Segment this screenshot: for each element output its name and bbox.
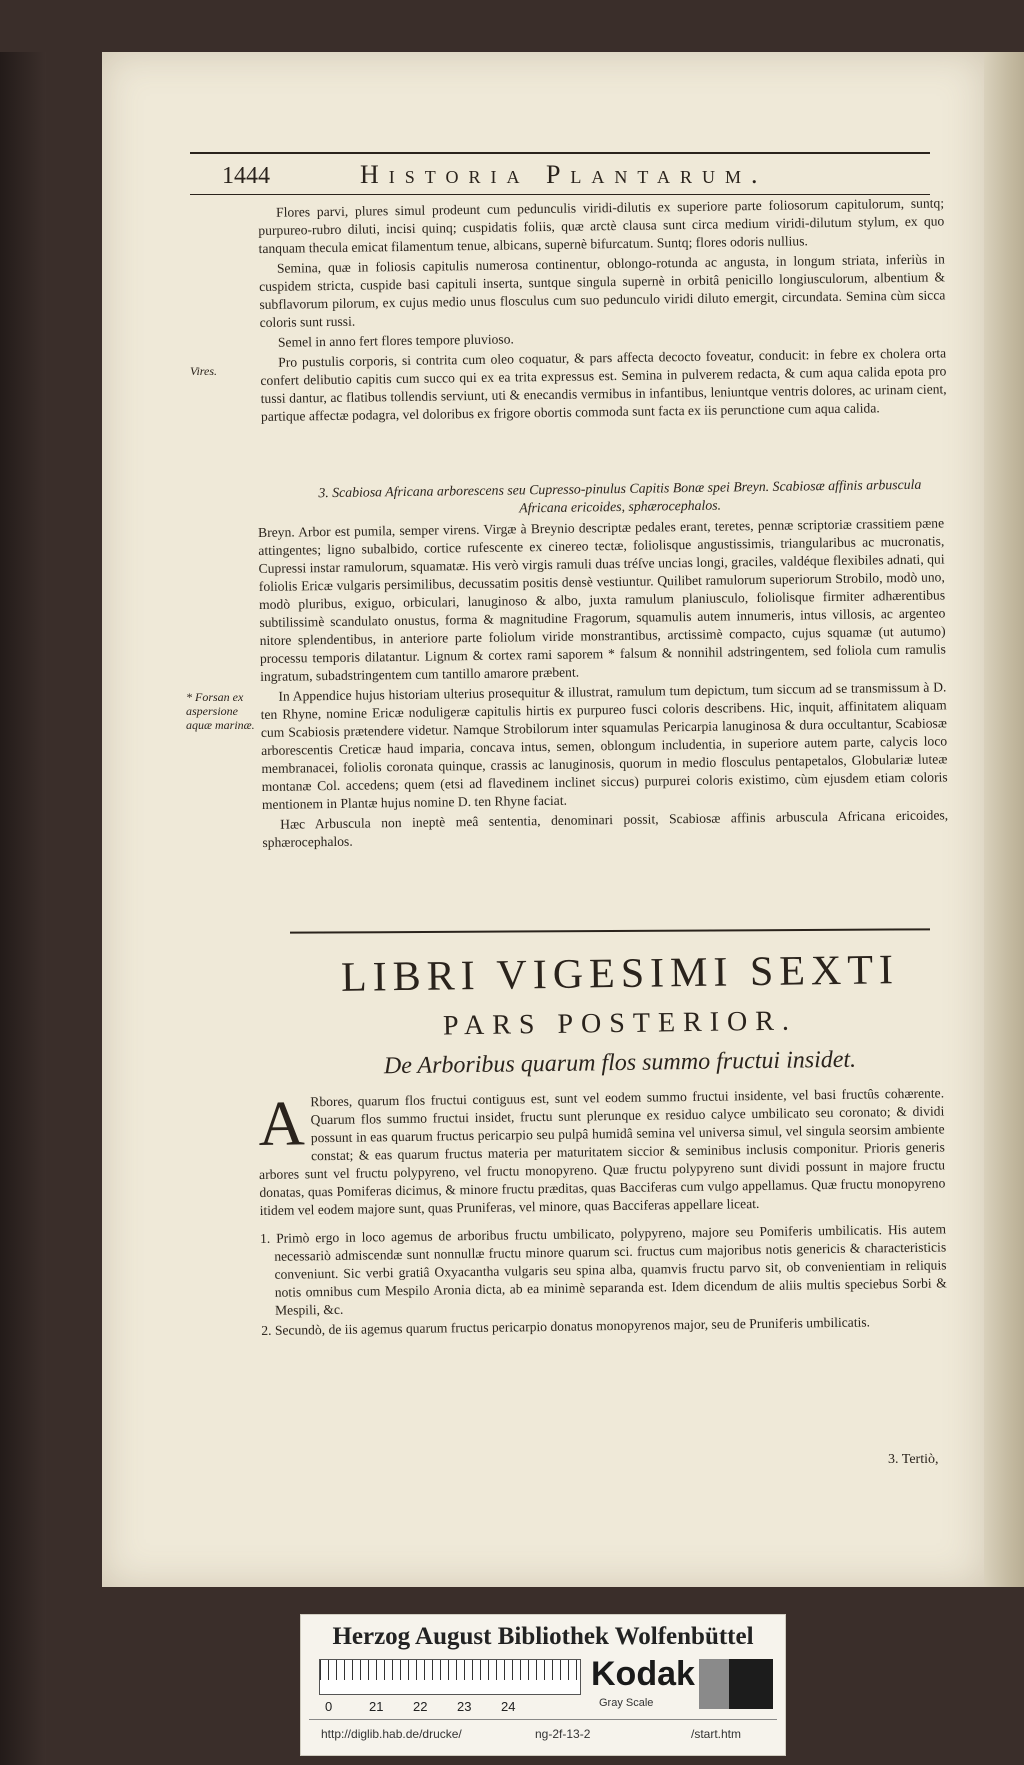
list-item: 2. Secundò, de iis agemus quarum fructus pericarpio donatus monopyrenos major, seu de Pruniferis umbilicatis. (261, 1314, 871, 1338)
scan-background-left (0, 0, 46, 1765)
section-heading: De Arboribus quarum flos summo fructui insidet. (383, 1046, 857, 1080)
url-right: /start.htm (691, 1727, 742, 1741)
book-title: LIBRI VIGESIMI SEXTI (340, 947, 900, 1001)
ruler-number: 0 (325, 1699, 333, 1714)
margin-note-forsan: * Forsan ex aspersione aquæ marinæ. (186, 690, 255, 732)
drop-cap: A (257, 1087, 306, 1159)
gray-scale-label: Gray Scale (599, 1697, 654, 1709)
ruler-numbers (325, 1699, 585, 1714)
kodak-logo: Kodak (591, 1655, 695, 1693)
paragraph: Hæc Arbuscula non ineptè meâ sententia, denominari possit, Scabiosæ affinis arbuscula Africana ericoides, sphærocephalos. (262, 807, 949, 850)
url-middle: ng-2f-13-2 (535, 1727, 591, 1741)
header-rule-top (190, 152, 930, 154)
paragraph: Semina, quæ in foliosis capitulis numerosa continentur, oblongo-rotunda ac angusta, in longum striata, inferiùs in cuspidem stricta, cuspide basi capituli inserta, suntque singula supernè in orbitâ penicillo longiusculorum, albentium & subflavorum pilorum, ex cujus medio unus flosculus cum suo pedunculo viridi diluto emergit, circundata. Semina cùm sicca coloris sunt russi. (259, 251, 946, 330)
calibration-target (300, 1614, 786, 1756)
catchword: 3. Tertiò, (888, 1452, 939, 1467)
ruler-number: 23 (457, 1699, 472, 1714)
text-block-section (258, 1084, 947, 1342)
text-block-top (258, 194, 947, 428)
intro-text: Rbores, quarum flos fructui contiguus est, sunt vel eodem summo fructui insidente, vel basi fructûs cohærente. Quarum flos summo fructui insidet, fructu sunt plerunque ex residuo calyce umbilicato seu coronato; & dividi possunt in eas quarum fructus pericarpio seu pulpâ humidâ semina vel universa simul, vel singula seorsim ambiente constat; & eas quarum fructus materia per maturitatem siccior & seminibus inclusis componitur. Prioris generis arbores sunt vel fructu polypyreno, vel fructu monopyreno. Quæ fructu polypyreno sunt dividi possunt in majore fructu donatas, quas Pomiferas dicimus, & minore fructu præditas, quas Bacciferas cum vulgo appellamus. Quæ fructu monopyreno itidem vel eodem majore sunt, quas Pruniferas, vel minore, quas Bacciferas appellare liceat. (259, 1085, 946, 1218)
enumerated-list (260, 1220, 947, 1340)
gray-swatch (699, 1659, 729, 1709)
running-title: Historia Plantarum. (360, 160, 768, 189)
paragraph: Flores parvi, plures simul prodeunt cum pedunculis viridi-dilutis ex superiore parte foliosorum capitulorum, suntq; purpureo-rubro diluti, incisi quinq; cuspidatis foliis, quæ arctè clausa sunt circa medium viridi-dilutum stylum, ex quo tanquam thecula emicat filamentum tenue, albicans, supernè bifurcatum. Suntq; flores odoris nullius. (258, 195, 945, 256)
black-swatch (729, 1659, 773, 1709)
paragraph: Pro pustulis corporis, si contrita cum oleo coquatur, & pars affecta decocto foveatur, conducit: in febre ex cholera orta confert delibutio capitis cum succo qui ex ea trita expressus est. Semina in pulverem redacta, & cum aqua calida epota pro tussi dantur, ac flatibus tollendis serviunt, uti & enecandis vermibus in infantibus, leniuntque ventris dolores, ac urinam cient, partique affectæ podagra, vel doloribus ex frigore obortis commoda sunt facta ex iis perunctione cum aqua calida. (260, 345, 947, 424)
text-block-middle (258, 514, 949, 854)
header-rule-bottom (190, 194, 930, 195)
ruler-number: 22 (413, 1699, 428, 1714)
ruler-number: 21 (369, 1699, 384, 1714)
paragraph: In Appendice hujus historiam ulterius prosequitur & illustrat, ramulum tum depictum, tum siccum ad se transmissum à D. ten Rhyne, nomine Ericæ noduligeræ capitulis hirtis ex purpureo fusci coloris describens. Hic, inquit, affinitatem aliquam cum Scabiosis prætendere videtur. Namque Strobilorum inter squamulas Pericarpia lanuginosa & dura occultantur, Scabiosæ arborescentis Creticæ haud imparia, concava intus, semen, oblongum includentia, in superiore autem parte, calycis loco membranacei, foliolis coronata quinque, crassis ac lanuginosis, quorum in medio flosculus pentapetalos, Globulariæ luteæ montanæ Col. accedens; quem (etsi ad flavedinem inclinet siccus) purpurei coloris existimo, cùm ejusdem etiam coloris mentionem in Plantæ hujus nomine D. ten Rhyne faciat. (260, 679, 948, 812)
page-edge (984, 52, 1024, 1587)
paragraph: Breyn. Arbor est pumila, semper virens. Virgæ à Breynio descriptæ pedales erant, teretes, pennæ scriptoriæ crassitiem pæne attingentes; ligno subalbido, cortice rufescente ex cinereo tectæ, foliolisque angustissimis, triangularibus ac mucronatis, Cupressi instar ramulorum, squamatæ. His verò virgis ramuli duas tréſve uncias longi, graciles, valdéque flexibiles adnati, qui foliolis Ericæ vulgaris persimilibus, decussatim positis densè vestiuntur. Quilibet ramulorum superiorum Strobilo, modò uno, modò pluribus, exiguo, orbiculari, lanuginoso & albo, juxta ramulum planiusculo, foliolisque firmiter adhærentibus subtilissimè scandulato onustus, forma & magnitudine Fragorum, squamulis autem innumeris, intus villosis, ac argenteo nitore splendentibus, in anteriore parte foliolum viride monstrantibus, arctissimè compacto, cujus squamæ (ut autumo) processu temporis dilatantur. Lignum & cortex rami saporem * falsum & nonnihil adstringentem, sed foliola cum ramulis ingratum, subadstringentem cum tantillo amarore præbent. (258, 515, 946, 684)
ruler-number: 24 (501, 1699, 516, 1714)
target-divider (309, 1719, 777, 1720)
ruler-scale (319, 1659, 581, 1695)
page-number: 1444 (222, 163, 270, 189)
book-subtitle: PARS POSTERIOR. (442, 1005, 798, 1042)
list-item: 1. Primò ergo in loco agemus de arboribus fructu umbilicato, polypyreno, majore seu Pomiferis umbilicatis. His autem necessariò admiscendæ sunt nonnullæ fructu minore quarum sci. fructus cum majoribus notis genericis & characteristicis conveniunt. Sic verbi gratiâ Oxyacantha vulgaris seu spina alba, quamvis fructu parvo sit, ob convenientiam in reliquis notis omnibus cum Mespilo Aronia dicta, ab ea minimè separanda est. Idem dicendum de aliis multis speciebus Sorbi & Mespili, &c. (259, 1221, 947, 1318)
margin-note-vires: Vires. (190, 364, 217, 378)
species-heading: 3. Scabiosa Africana arborescens seu Cupresso-pinulus Capitis Bonæ spei Breyn. Scabiosæ affinis arbuscula Africana ericoides, sphærocephalos. (318, 476, 922, 516)
intro-paragraph (258, 1084, 946, 1220)
institution-name: Herzog August Bibliothek Wolfenbüttel (332, 1623, 754, 1650)
url-left: http://diglib.hab.de/drucke/ (321, 1727, 462, 1741)
paragraph: Semel in anno fert flores tempore pluvioso. (277, 331, 514, 350)
scan-background-top (0, 0, 1024, 52)
